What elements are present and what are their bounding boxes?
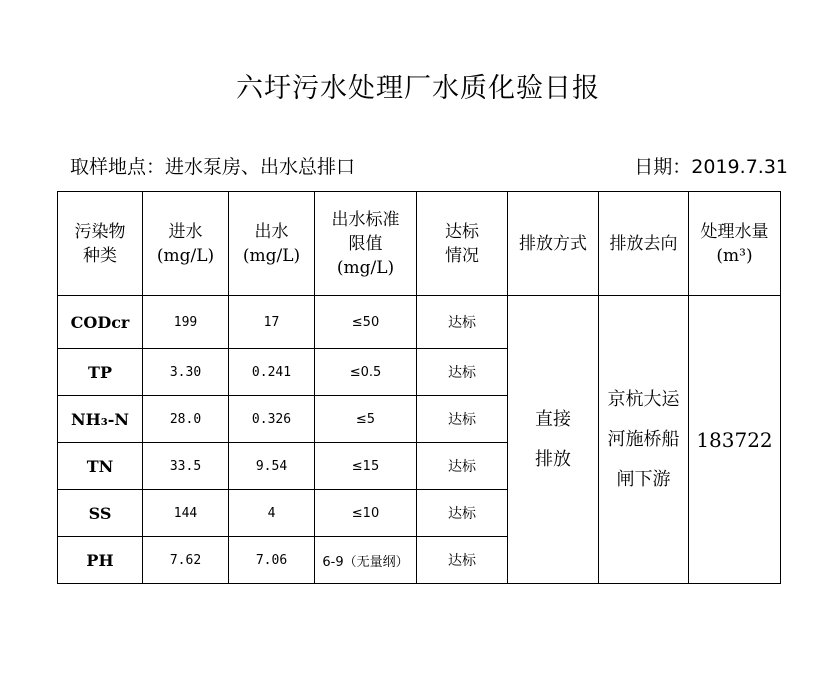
- inflow-value: 33.5: [143, 443, 229, 490]
- outflow-value: 0.326: [229, 396, 315, 443]
- header-standard: 出水标准限值(mg/L): [315, 192, 417, 296]
- compliance-status: 达标: [417, 490, 508, 537]
- header-outflow: 出水(mg/L): [229, 192, 315, 296]
- outflow-value: 9.54: [229, 443, 315, 490]
- compliance-status: 达标: [417, 396, 508, 443]
- standard-limit: ≤0.5: [315, 349, 417, 396]
- standard-limit: ≤15: [315, 443, 417, 490]
- sampling-location: 取样地点：进水泵房、出水总排口: [70, 156, 356, 178]
- outflow-value: 17: [229, 296, 315, 349]
- header-compliance: 达标情况: [417, 192, 508, 296]
- standard-limit: ≤5: [315, 396, 417, 443]
- report-date: 日期：2019.7.31: [634, 156, 788, 178]
- compliance-status: 达标: [417, 443, 508, 490]
- outflow-value: 0.241: [229, 349, 315, 396]
- header-discharge-dest: 排放去向: [599, 192, 689, 296]
- inflow-value: 3.30: [143, 349, 229, 396]
- inflow-value: 7.62: [143, 537, 229, 584]
- discharge-mode: 直接排放: [508, 296, 599, 584]
- compliance-status: 达标: [417, 296, 508, 349]
- standard-limit: ≤50: [315, 296, 417, 349]
- compliance-status: 达标: [417, 349, 508, 396]
- standard-limit: ≤10: [315, 490, 417, 537]
- inflow-value: 144: [143, 490, 229, 537]
- compliance-status: 达标: [417, 537, 508, 584]
- header-discharge-mode: 排放方式: [508, 192, 599, 296]
- inflow-value: 28.0: [143, 396, 229, 443]
- table-row: [58, 296, 781, 349]
- header-pollutant: 污染物种类: [58, 192, 143, 296]
- pollutant-name: TN: [58, 443, 143, 490]
- header-volume: 处理水量(m³): [689, 192, 781, 296]
- pollutant-name: PH: [58, 537, 143, 584]
- outflow-value: 4: [229, 490, 315, 537]
- pollutant-name: TP: [58, 349, 143, 396]
- treated-volume: 183722: [689, 296, 781, 584]
- standard-limit: 6-9（无量纲）: [315, 537, 417, 584]
- outflow-value: 7.06: [229, 537, 315, 584]
- report-title: 六圩污水处理厂水质化验日报: [236, 73, 600, 104]
- pollutant-name: NH₃-N: [58, 396, 143, 443]
- inflow-value: 199: [143, 296, 229, 349]
- header-row: [58, 192, 781, 296]
- discharge-destination: 京杭大运河施桥船闸下游: [599, 296, 689, 584]
- header-inflow: 进水(mg/L): [143, 192, 229, 296]
- pollutant-name: CODcr: [58, 296, 143, 349]
- water-quality-table: [57, 191, 781, 584]
- pollutant-name: SS: [58, 490, 143, 537]
